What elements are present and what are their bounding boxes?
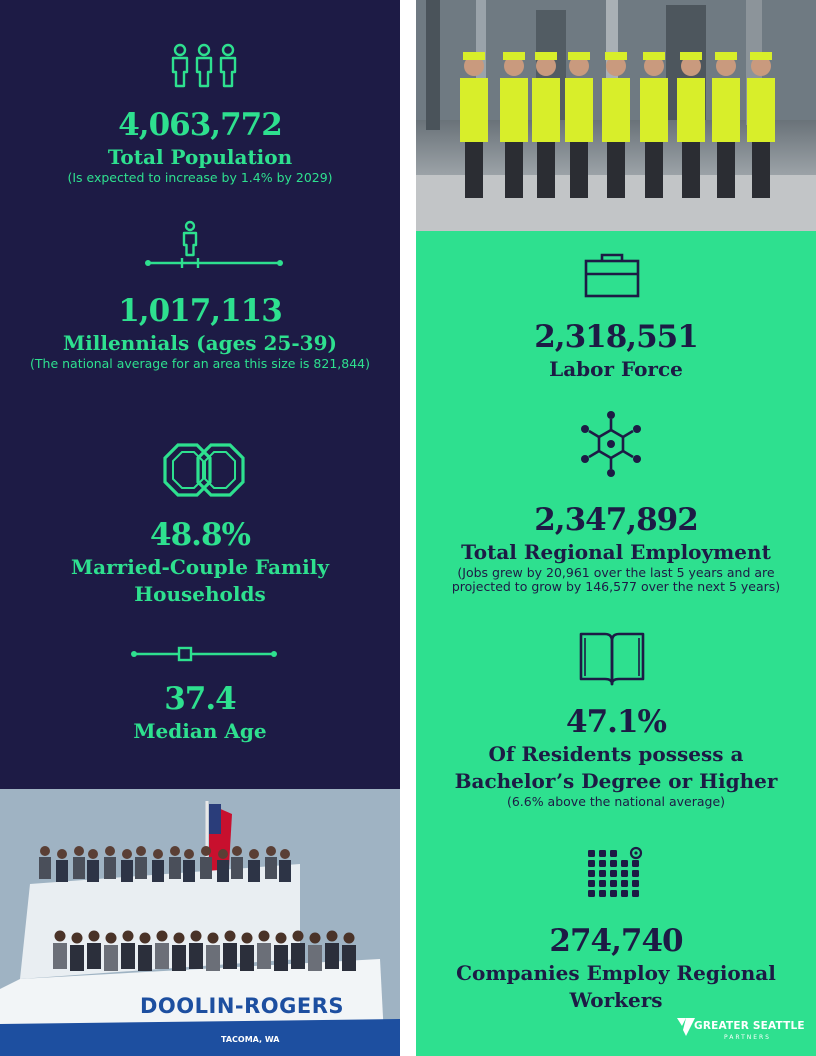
people-group-icon [168, 42, 240, 88]
passenger-figure [170, 846, 180, 856]
married-label-line1: Married-Couple Family [71, 555, 329, 579]
passenger-figure [279, 860, 291, 882]
median-age-stat [0, 680, 400, 745]
logo-sub: PARTNERS [724, 1034, 771, 1041]
passenger-figure [344, 933, 355, 944]
passenger-figure [342, 945, 356, 971]
passenger-figure [208, 933, 219, 944]
passenger-figure [89, 931, 100, 942]
greater-seattle-partners-logo [676, 1016, 804, 1046]
passenger-figure [206, 945, 220, 971]
passenger-figure [242, 933, 253, 944]
employment-note-line1: (Jobs grew by 20,961 over the last 5 years and are [457, 565, 775, 580]
passenger-figure [104, 945, 118, 971]
passenger-figure [280, 849, 290, 859]
slider-timeline-icon [131, 644, 277, 664]
married-label-line2: Households [134, 582, 266, 606]
passenger-figure [155, 943, 169, 969]
labor-force-value: 2,318,551 [534, 319, 698, 355]
passenger-figure [70, 945, 84, 971]
passenger-figure [266, 846, 276, 856]
logo-name: GREATER SEATTLE [694, 1020, 805, 1032]
passenger-figure [248, 860, 260, 882]
boat-tour-photo [0, 789, 400, 1056]
labor-force-stat [416, 318, 816, 383]
passenger-figure [169, 857, 181, 879]
companies-stat [416, 922, 816, 1014]
passenger-figure [135, 857, 147, 879]
passenger-figure [73, 857, 85, 879]
passenger-figure [325, 943, 339, 969]
passenger-figure [274, 945, 288, 971]
building-grid-icon [586, 846, 644, 900]
passenger-figure [157, 931, 168, 942]
passenger-figure [293, 931, 304, 942]
passenger-figure [201, 846, 211, 856]
passenger-figure [231, 857, 243, 879]
passenger-figure [223, 943, 237, 969]
passenger-figure [225, 931, 236, 942]
passenger-figure [88, 849, 98, 859]
passenger-figure [184, 849, 194, 859]
population-value: 4,063,772 [118, 107, 282, 143]
boat-name: DOOLIN-ROGERS [140, 994, 345, 1018]
education-label-line1: Of Residents possess a [488, 742, 744, 766]
logo-mark-icon [676, 1016, 696, 1038]
education-value: 47.1% [566, 704, 666, 740]
millennials-value: 1,017,113 [118, 293, 282, 329]
companies-label-line1: Companies Employ Regional [456, 961, 776, 985]
passenger-figure [308, 945, 322, 971]
passenger-figure [55, 931, 66, 942]
passenger-figure [218, 849, 228, 859]
population-stat [0, 106, 400, 185]
passenger-figure [123, 931, 134, 942]
plant-tour-photo [416, 0, 816, 231]
passenger-figure [327, 931, 338, 942]
population-note: (Is expected to increase by 1.4% by 2029) [67, 170, 333, 185]
education-label-line2: Bachelor’s Degree or Higher [454, 769, 778, 793]
passenger-figure [74, 846, 84, 856]
passenger-figure [276, 933, 287, 944]
passenger-figure [122, 849, 132, 859]
population-label: Total Population [107, 145, 293, 169]
passenger-figure [291, 943, 305, 969]
labor-force-label: Labor Force [549, 357, 683, 381]
passenger-figure [217, 860, 229, 882]
passenger-figure [310, 933, 321, 944]
companies-value: 274,740 [549, 923, 683, 959]
person-timeline-icon [145, 220, 283, 270]
passenger-figure [121, 943, 135, 969]
passenger-figure [106, 933, 117, 944]
network-hub-icon [577, 410, 645, 478]
passenger-figure [140, 933, 151, 944]
median-age-label: Median Age [133, 719, 267, 743]
millennials-stat [30, 292, 370, 371]
passenger-figure [53, 943, 67, 969]
passenger-figure [104, 857, 116, 879]
passenger-figure [257, 943, 271, 969]
passenger-figure [105, 846, 115, 856]
employment-stat [416, 501, 816, 594]
companies-label-line2: Workers [569, 988, 663, 1012]
employment-label: Total Regional Employment [461, 540, 771, 564]
passenger-figure [232, 846, 242, 856]
passenger-figure [174, 933, 185, 944]
employment-value: 2,347,892 [534, 502, 698, 538]
married-stat [0, 516, 400, 608]
passenger-figure [121, 860, 133, 882]
passenger-figure [87, 860, 99, 882]
passenger-figure [249, 849, 259, 859]
median-age-value: 37.4 [164, 681, 236, 717]
married-value: 48.8% [150, 517, 250, 553]
boat-port: TACOMA, WA [221, 1035, 280, 1044]
passenger-figure [183, 860, 195, 882]
employment-note-line2: projected to grow by 146,577 over the next 5 years) [451, 579, 781, 594]
passenger-figure [152, 860, 164, 882]
interlocked-rings-icon [162, 442, 246, 498]
passenger-figure [240, 945, 254, 971]
passenger-figure [87, 943, 101, 969]
passenger-figure [136, 846, 146, 856]
education-note: (6.6% above the national average) [506, 794, 726, 809]
millennials-note: (The national average for an area this size is 821,844) [30, 356, 370, 371]
passenger-figure [265, 857, 277, 879]
open-book-icon [579, 630, 645, 688]
millennials-label: Millennials (ages 25-39) [63, 331, 337, 355]
passenger-figure [57, 849, 67, 859]
passenger-figure [153, 849, 163, 859]
education-stat [416, 703, 816, 809]
briefcase-icon [584, 252, 640, 298]
passenger-figure [189, 943, 203, 969]
passenger-figure [259, 931, 270, 942]
passenger-figure [56, 860, 68, 882]
passenger-figure [39, 857, 51, 879]
passenger-figure [138, 945, 152, 971]
passenger-figure [72, 933, 83, 944]
passenger-figure [40, 846, 50, 856]
passenger-figure [172, 945, 186, 971]
plant-tour-illustration [416, 0, 816, 231]
passenger-figure [200, 857, 212, 879]
passenger-figure [191, 931, 202, 942]
